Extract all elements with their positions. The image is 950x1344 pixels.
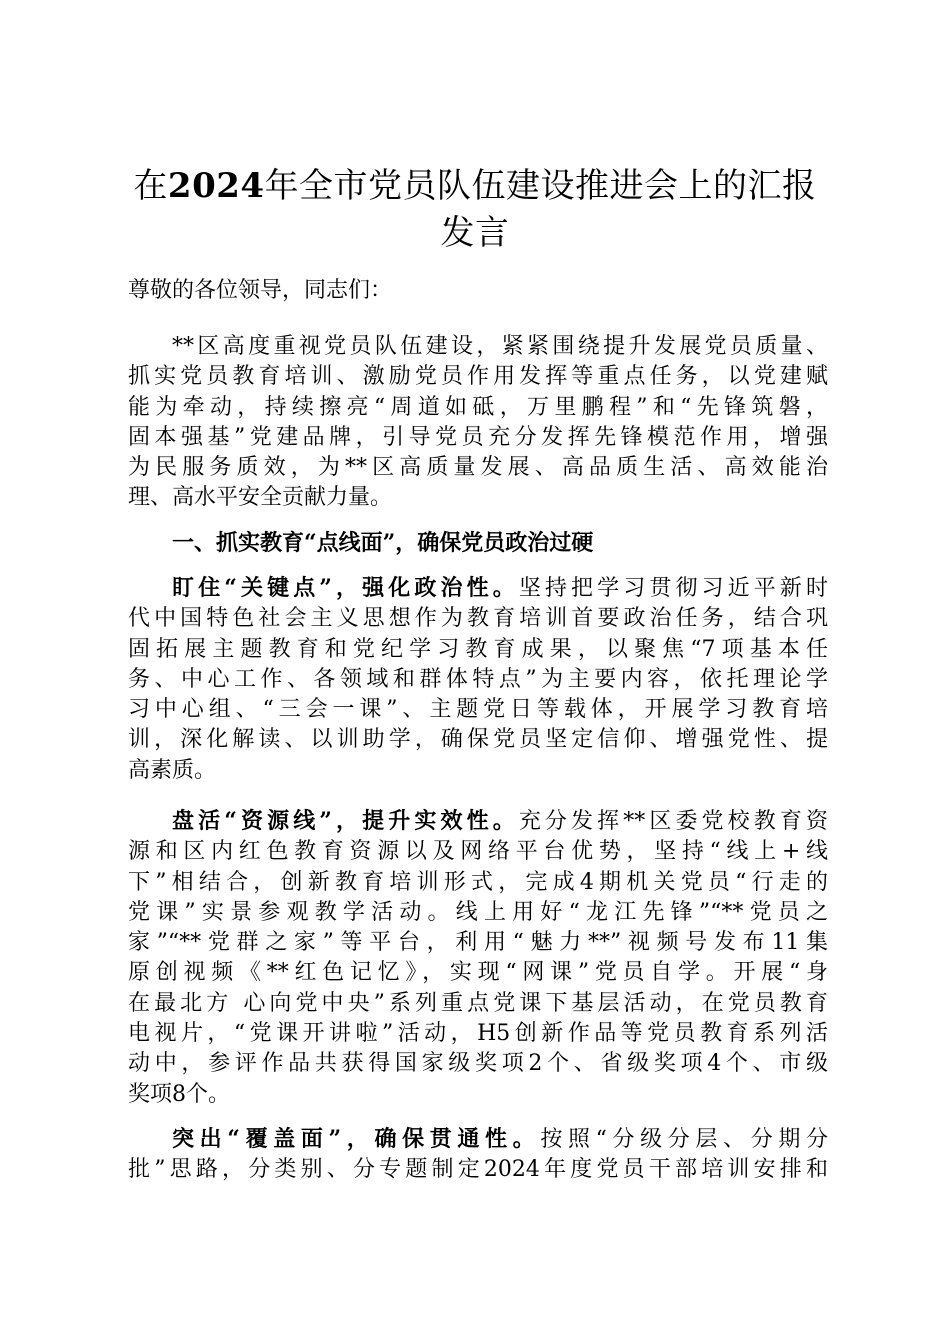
paragraph-first-line bbox=[128, 1124, 828, 1155]
paragraph-line: 党课”实景参观教学活动。线上用好“龙江先锋”“**党员之 bbox=[128, 899, 828, 925]
paragraph-line: 为民服务质效，为**区高质量发展、高品质生活、高效能治 bbox=[128, 455, 828, 481]
title-line-2: 发言 bbox=[440, 213, 510, 253]
paragraph-line: 固本强基”党建品牌，引导党员充分发挥先锋模范作用，增强 bbox=[128, 424, 828, 450]
paragraph-line: 习中心组、“三会一课”、主题党日等载体，开展学习教育培 bbox=[128, 697, 828, 723]
paragraph-lead: 盯住“关键点”，强化政治性。 bbox=[172, 575, 519, 601]
paragraph-text: 充分发挥**区委党校教育资 bbox=[518, 809, 828, 834]
title-year: 2024 bbox=[167, 166, 265, 206]
title-line-1 bbox=[100, 163, 850, 210]
point-paragraph bbox=[128, 573, 828, 786]
title-rest: 年全市党员队伍建设推进会上的汇报 bbox=[264, 166, 817, 206]
paragraph-line: **区高度重视党员队伍建设，紧紧围绕提升发展党员质量、 bbox=[172, 334, 828, 359]
paragraph-line: 下”相结合，创新教育培训形式，完成4期机关党员“行走的 bbox=[128, 869, 828, 895]
paragraph-lead: 盘活“资源线”，提升实效性。 bbox=[172, 808, 519, 834]
section-heading: 一、抓实教育“点线面”，确保党员政治过硬 bbox=[172, 530, 594, 556]
paragraph-line: 电视片，“党课开讲啦”活动，H5创新作品等党员教育系列活 bbox=[128, 1021, 828, 1047]
surface-paragraph bbox=[128, 1124, 828, 1186]
paragraph-text: 按照“分级分层、分期分 bbox=[540, 1127, 829, 1152]
paragraph-first-line bbox=[128, 573, 828, 604]
paragraph-line: 抓实党员教育培训、激励党员作用发挥等重点任务，以党建赋 bbox=[128, 364, 828, 390]
title-prefix: 在 bbox=[133, 166, 168, 206]
line-paragraph bbox=[128, 806, 828, 1110]
intro-paragraph bbox=[128, 332, 828, 514]
paragraph-line: 动中，参评作品共获得国家级奖项2个、省级奖项4个、市级 bbox=[128, 1051, 828, 1077]
paragraph-first-line bbox=[128, 806, 828, 837]
paragraph-lead: 突出“覆盖面”，确保贯通性。 bbox=[172, 1126, 541, 1152]
paragraph-line: 在最北方 心向党中央”系列重点党课下基层活动，在党员教育 bbox=[128, 990, 828, 1016]
paragraph-line: 源和区内红色教育资源以及网络平台优势，坚持“线上+线 bbox=[128, 839, 828, 865]
paragraph-line: 能为牵动，持续擦亮“周道如砥，万里鹏程”和“先锋筑磐， bbox=[128, 394, 828, 420]
paragraph-line: 原创视频《**红色记忆》，实现“网课”党员自学。开展“身 bbox=[128, 960, 828, 986]
paragraph-line: 高素质。 bbox=[128, 757, 217, 783]
paragraph-line: 家”“**党群之家”等平台，利用“魅力**”视频号发布11集 bbox=[128, 930, 828, 956]
paragraph-text: 坚持把学习贯彻习近平新时 bbox=[518, 576, 828, 601]
paragraph-line: 训，深化解读、以训助学，确保党员坚定信仰、增强党性、提 bbox=[128, 727, 828, 753]
paragraph-line: 代中国特色社会主义思想作为教育培训首要政治任务，结合巩 bbox=[128, 606, 828, 632]
document-title bbox=[100, 163, 850, 257]
paragraph-line: 理、高水平安全贡献力量。 bbox=[128, 485, 393, 511]
paragraph-line: 批”思路，分类别、分专题制定2024年度党员干部培训安排和 bbox=[128, 1157, 828, 1183]
paragraph-line: 固拓展主题教育和党纪学习教育成果，以聚焦“7项基本任 bbox=[128, 636, 828, 662]
salutation: 尊敬的各位领导，同志们： bbox=[128, 278, 393, 303]
paragraph-line: 奖项8个。 bbox=[128, 1081, 230, 1107]
paragraph-line: 务、中心工作、各领域和群体特点”为主要内容，依托理论学 bbox=[128, 666, 828, 692]
